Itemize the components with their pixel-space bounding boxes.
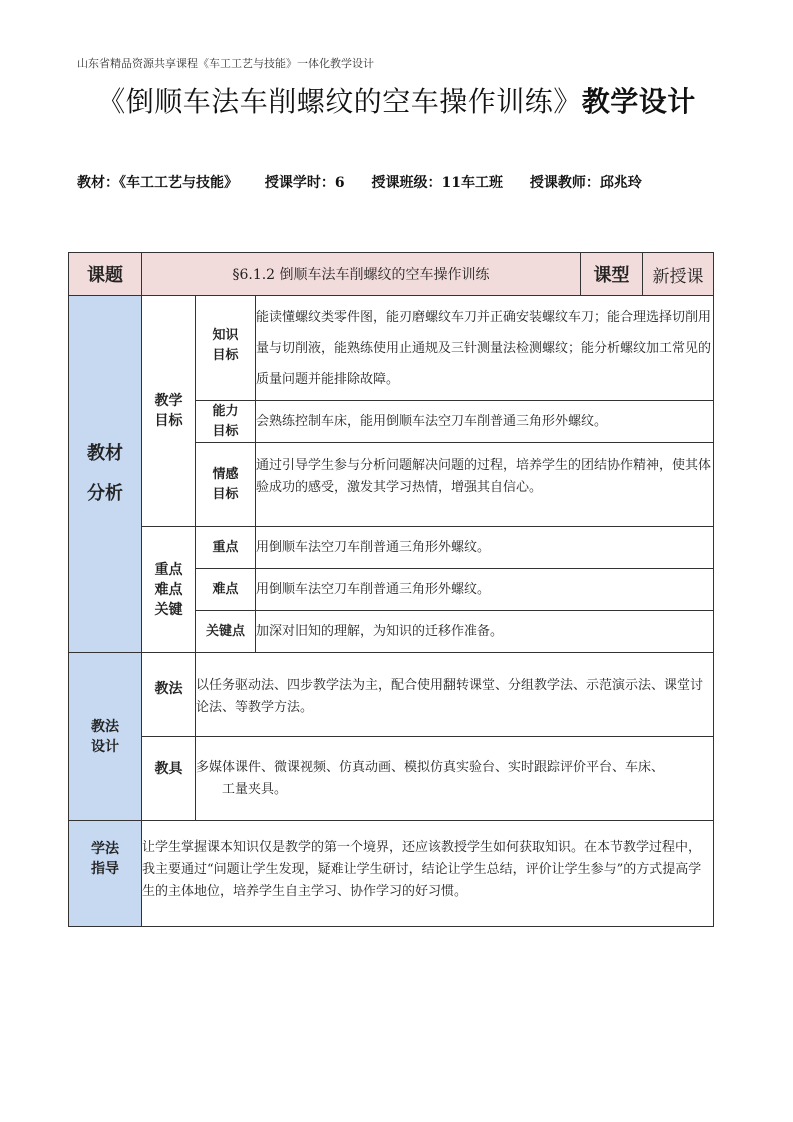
knowledge-label-1: 知识 xyxy=(212,328,239,343)
keys-label-3: 关键 xyxy=(154,601,183,618)
goals-label-1: 教学 xyxy=(154,393,183,409)
knowledge-goal-row xyxy=(69,296,714,401)
learning-text: 让学生掌握课本知识仅是教学的第一个境界，还应该教授学生如何获取知识。在本节教学过程中，我主要通过“问题让学生发现，疑难让学生研讨，结论让学生总结，评价让学生参与”的方式提高学生的主体地位，培养学生自主学习、协作学习的好习惯。 xyxy=(142,821,714,927)
keys-label-1: 重点 xyxy=(154,561,183,578)
knowledge-goal-label xyxy=(196,296,256,401)
hours-label: 授课学时： xyxy=(264,175,335,191)
method-approach-row xyxy=(69,653,714,737)
textbook-info xyxy=(77,175,238,191)
tools-text-line2: 工量夹具。 xyxy=(222,782,288,797)
goals-label-cell xyxy=(142,296,196,527)
learning-row xyxy=(69,821,714,927)
emotion-label-1: 情感 xyxy=(212,467,239,482)
method-label-2: 设计 xyxy=(91,738,119,755)
keys-label-cell xyxy=(142,527,196,653)
hours-value: 6 xyxy=(334,175,345,191)
emotion-label-2: 目标 xyxy=(212,487,239,502)
class-label: 授课班级： xyxy=(371,175,442,191)
key-point-label: 关键点 xyxy=(196,611,256,653)
ability-goal-label xyxy=(196,401,256,443)
emotion-goal-label xyxy=(196,443,256,527)
tools-text xyxy=(196,737,714,821)
lesson-plan-table xyxy=(68,252,714,927)
class-info xyxy=(372,175,503,191)
analysis-label-cell xyxy=(69,296,142,653)
textbook-value: 《车工工艺与技能》 xyxy=(119,175,238,191)
tools-text-line1: 多媒体课件、微课视频、仿真动画、模拟仿真实验台、实时跟踪评价平台、车床、 xyxy=(196,760,665,775)
hours-info xyxy=(265,175,345,191)
type-label: 课型 xyxy=(581,253,643,296)
textbook-label: 教材： xyxy=(77,175,119,191)
focus-text: 用倒顺车法空刀车削普通三角形外螺纹。 xyxy=(256,527,714,569)
key-point-text: 加深对旧知的理解，为知识的迁移作准备。 xyxy=(256,611,714,653)
topic-value: §6.1.2 倒顺车法车削螺纹的空车操作训练 xyxy=(142,253,581,296)
title-suffix: 教学设计 xyxy=(581,85,696,118)
document-title xyxy=(0,80,793,120)
method-label-cell xyxy=(69,653,142,821)
focus-label: 重点 xyxy=(196,527,256,569)
approach-text: 以任务驱动法、四步教学法为主，配合使用翻转课堂、分组教学法、示范演示法、课堂讨论法、等教学方法。 xyxy=(196,653,714,737)
emotion-goal-text: 通过引导学生参与分析问题解决问题的过程，培养学生的团结协作精神，使其体验成功的感受，激发其学习热情，增强其自信心。 xyxy=(256,443,714,527)
analysis-label-1: 教材 xyxy=(87,443,123,464)
ability-label-2: 目标 xyxy=(212,423,239,439)
goals-label-2: 目标 xyxy=(154,413,183,429)
learning-label-1: 学法 xyxy=(91,841,119,857)
tools-label: 教具 xyxy=(142,737,196,821)
ability-label-1: 能力 xyxy=(212,403,239,419)
teacher-value: 邱兆玲 xyxy=(599,175,642,191)
method-tools-row xyxy=(69,737,714,821)
difficulty-label: 难点 xyxy=(196,569,256,611)
ability-goal-text: 会熟练控制车床，能用倒顺车法空刀车削普通三角形外螺纹。 xyxy=(256,401,714,443)
teacher-label: 授课教师： xyxy=(529,175,600,191)
teacher-info xyxy=(530,175,642,191)
class-value: 11车工班 xyxy=(441,175,503,191)
knowledge-label-2: 目标 xyxy=(212,348,239,363)
method-label-1: 教法 xyxy=(91,718,119,735)
header-note: 山东省精品资源共享课程《车工工艺与技能》一体化教学设计 xyxy=(77,57,374,70)
topic-label: 课题 xyxy=(69,253,142,296)
keys-label-2: 难点 xyxy=(154,581,183,598)
analysis-label-2: 分析 xyxy=(87,483,123,504)
type-value: 新授课 xyxy=(643,253,714,296)
focus-row xyxy=(69,527,714,569)
lesson-meta xyxy=(77,167,717,199)
knowledge-goal-text: 能读懂螺纹类零件图，能刃磨螺纹车刀并正确安装螺纹车刀；能合理选择切削用量与切削液，能熟练使用止通规及三针测量法检测螺纹；能分析螺纹加工常见的质量问题并能排除故障。 xyxy=(256,296,714,401)
learning-label-2: 指导 xyxy=(91,861,119,877)
approach-label: 教法 xyxy=(142,653,196,737)
learning-label-cell xyxy=(69,821,142,927)
difficulty-text: 用倒顺车法空刀车削普通三角形外螺纹。 xyxy=(256,569,714,611)
title-main: 《倒顺车法车削螺纹的空车操作训练》 xyxy=(97,85,582,118)
topic-row xyxy=(69,253,714,296)
